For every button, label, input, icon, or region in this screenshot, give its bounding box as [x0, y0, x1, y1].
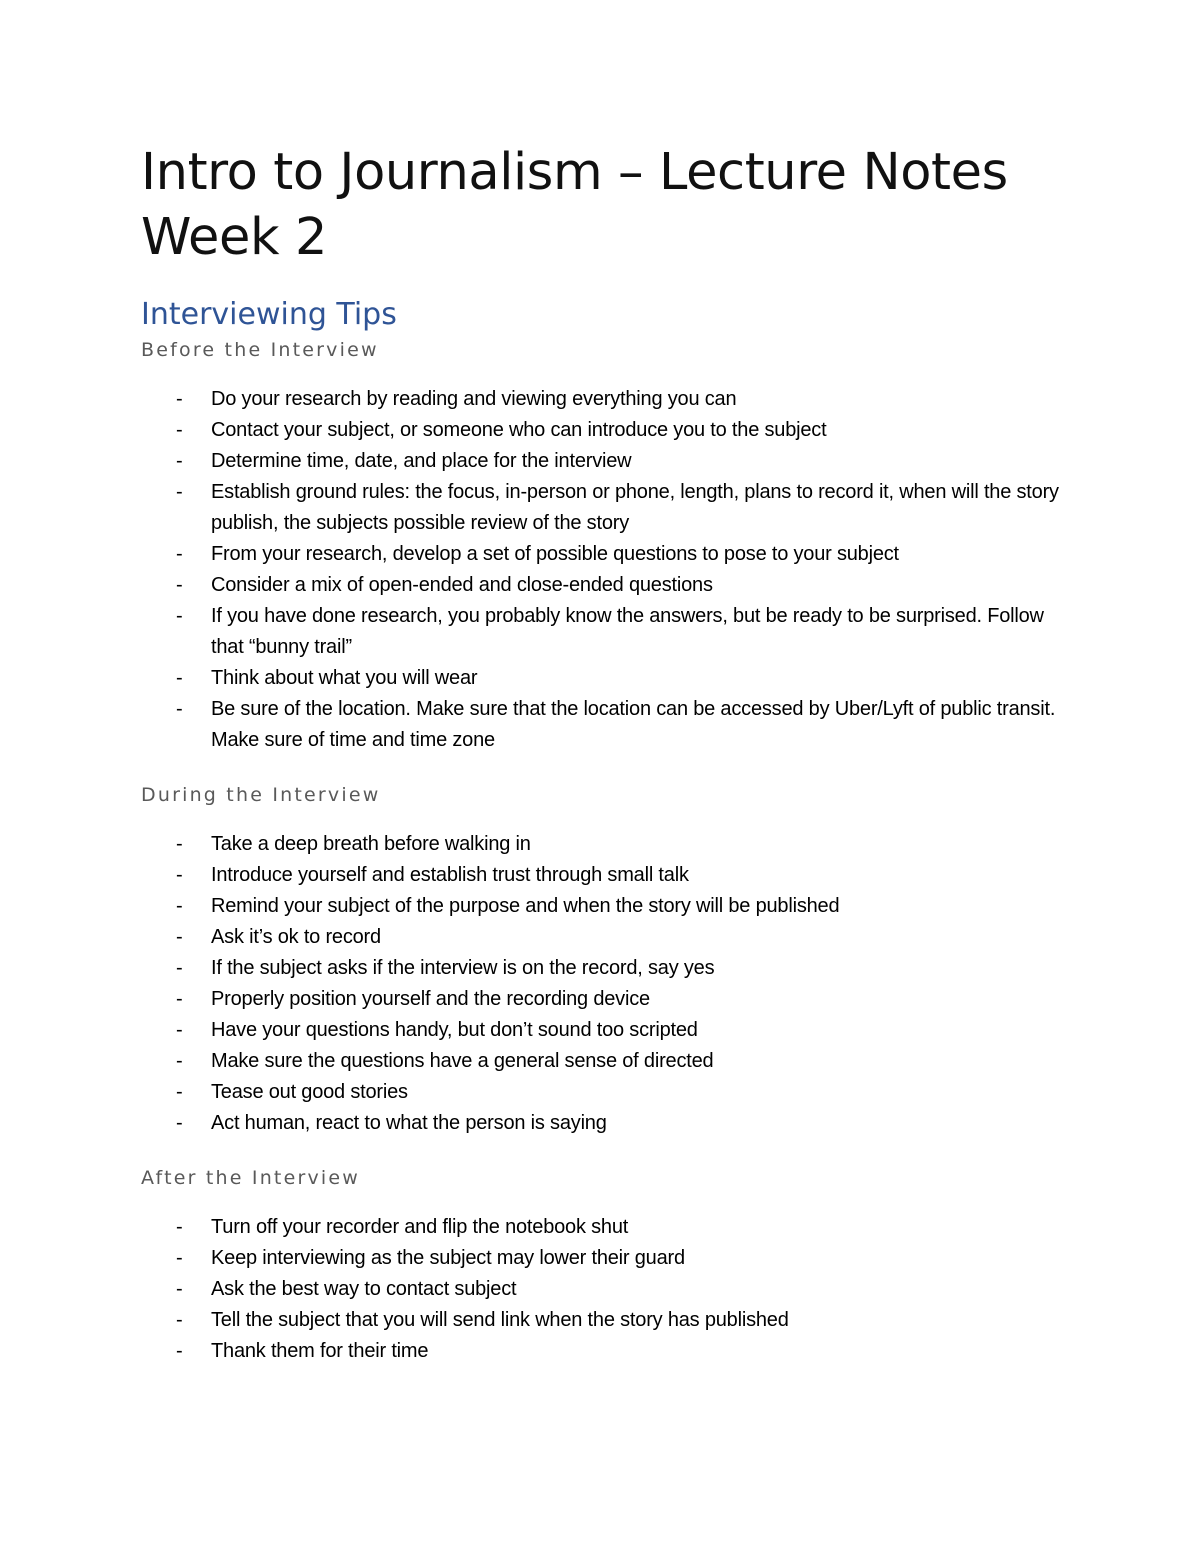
- dash-bullet: -: [176, 419, 183, 441]
- dash-bullet: -: [176, 388, 183, 410]
- list-before-interview: [141, 384, 1061, 756]
- dash-bullet: -: [176, 1050, 183, 1072]
- list-item: - Establish ground rules: the focus, in-person or phone, length, plans to record it, when will the story publish, the subjects possible review of the story: [141, 477, 1061, 539]
- list-item: - Keep interviewing as the subject may lower their guard: [141, 1243, 1061, 1274]
- section-heading-interviewing-tips: Interviewing Tips: [141, 297, 397, 332]
- list-item: - Have your questions handy, but don’t sound too scripted: [141, 1015, 1061, 1046]
- list-during-interview: [141, 829, 1061, 1139]
- dash-bullet: -: [176, 1112, 183, 1134]
- list-item: - Consider a mix of open-ended and close-ended questions: [141, 570, 1061, 601]
- list-item: - Introduce yourself and establish trust through small talk: [141, 860, 1061, 891]
- list-item: - Properly position yourself and the recording device: [141, 984, 1061, 1015]
- list-item: - Tease out good stories: [141, 1077, 1061, 1108]
- dash-bullet: -: [176, 574, 183, 596]
- dash-bullet: -: [176, 667, 183, 689]
- list-item: - Take a deep breath before walking in: [141, 829, 1061, 860]
- dash-bullet: -: [176, 864, 183, 886]
- document-page: [141, 140, 1061, 1367]
- dash-bullet: -: [176, 543, 183, 565]
- list-after-interview: [141, 1212, 1061, 1367]
- list-item: - Remind your subject of the purpose and when the story will be published: [141, 891, 1061, 922]
- list-item: - Determine time, date, and place for the interview: [141, 446, 1061, 477]
- document-title: Intro to Journalism – Lecture Notes Week 2: [141, 143, 1008, 267]
- list-item: - Tell the subject that you will send link when the story has published: [141, 1305, 1061, 1336]
- dash-bullet: -: [176, 895, 183, 917]
- dash-bullet: -: [176, 926, 183, 948]
- dash-bullet: -: [176, 1278, 183, 1300]
- list-item: - Be sure of the location. Make sure that the location can be accessed by Uber/Lyft of public transit. Make sure of time and time zone: [141, 694, 1061, 756]
- dash-bullet: -: [176, 988, 183, 1010]
- list-item: - Do your research by reading and viewing everything you can: [141, 384, 1061, 415]
- subheading-before-interview: Before the Interview: [141, 339, 379, 361]
- list-item: - From your research, develop a set of possible questions to pose to your subject: [141, 539, 1061, 570]
- dash-bullet: -: [176, 1081, 183, 1103]
- list-item: - If the subject asks if the interview is on the record, say yes: [141, 953, 1061, 984]
- dash-bullet: -: [176, 698, 183, 720]
- list-item: - Thank them for their time: [141, 1336, 1061, 1367]
- dash-bullet: -: [176, 450, 183, 472]
- list-item: - Act human, react to what the person is saying: [141, 1108, 1061, 1139]
- subheading-after-interview: After the Interview: [141, 1167, 361, 1189]
- dash-bullet: -: [176, 1247, 183, 1269]
- list-item: - Ask the best way to contact subject: [141, 1274, 1061, 1305]
- dash-bullet: -: [176, 833, 183, 855]
- dash-bullet: -: [176, 957, 183, 979]
- list-item: - If you have done research, you probably know the answers, but be ready to be surprised. Follow that “bunny trail”: [141, 601, 1061, 663]
- list-item: - Contact your subject, or someone who can introduce you to the subject: [141, 415, 1061, 446]
- list-item: - Turn off your recorder and flip the notebook shut: [141, 1212, 1061, 1243]
- dash-bullet: -: [176, 1216, 183, 1238]
- dash-bullet: -: [176, 1340, 183, 1362]
- dash-bullet: -: [176, 481, 183, 503]
- dash-bullet: -: [176, 605, 183, 627]
- list-item: - Ask it’s ok to record: [141, 922, 1061, 953]
- subheading-during-interview: During the Interview: [141, 784, 381, 806]
- list-item: - Make sure the questions have a general sense of directed: [141, 1046, 1061, 1077]
- list-item: - Think about what you will wear: [141, 663, 1061, 694]
- dash-bullet: -: [176, 1309, 183, 1331]
- dash-bullet: -: [176, 1019, 183, 1041]
